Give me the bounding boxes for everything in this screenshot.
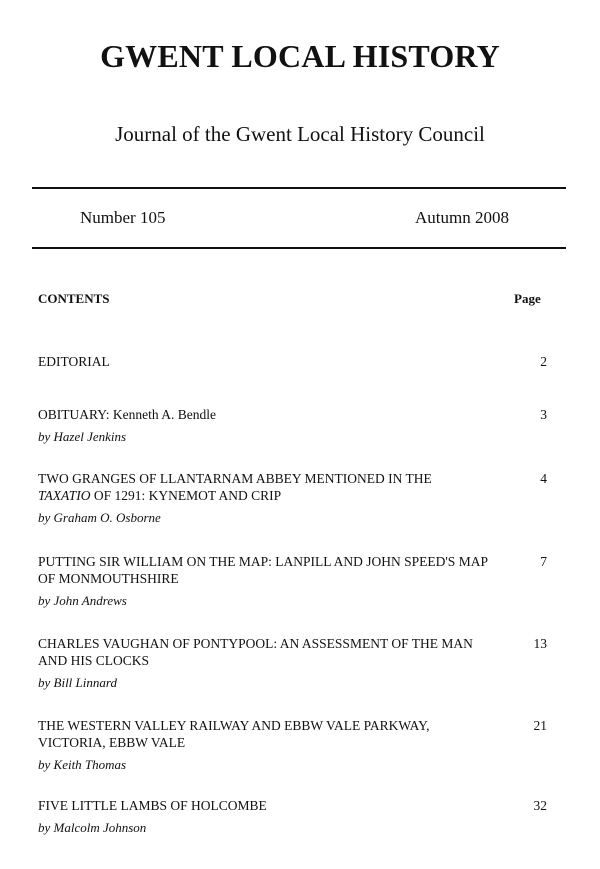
- entry-page-number: 2: [540, 354, 547, 369]
- entry-title-line2: OF 1291: KYNEMOT AND CRIP: [90, 488, 282, 503]
- journal-subtitle: Journal of the Gwent Local History Council: [115, 122, 485, 146]
- issue-number: Number 105: [80, 208, 166, 227]
- journal-title: GWENT LOCAL HISTORY: [100, 38, 500, 74]
- entry-title: CHARLES VAUGHAN OF PONTYPOOL: AN ASSESSMENT OF THE MAN AND HIS CLOCKS: [38, 636, 473, 668]
- entry-author: by Keith Thomas: [38, 757, 127, 772]
- contents-entry-five-little-lambs: [38, 797, 550, 836]
- entry-title: PUTTING SIR WILLIAM ON THE MAP: LANPILL AND JOHN SPEED'S MAP OF MONMOUTHSHIRE: [38, 554, 488, 586]
- entry-author: by John Andrews: [38, 593, 127, 608]
- bottom-rule: [32, 247, 566, 249]
- contents-entry-western-valley-railway: [38, 717, 550, 773]
- entry-title: OBITUARY: Kenneth A. Bendle: [38, 407, 216, 422]
- entry-title-line1: TWO GRANGES OF LLANTARNAM ABBEY MENTIONED IN THE: [38, 471, 432, 486]
- entry-page-number: 21: [533, 718, 547, 733]
- entry-page-number: 4: [540, 471, 547, 486]
- contents-entry-charles-vaughan: [38, 635, 550, 691]
- page-column-heading: Page: [514, 291, 541, 306]
- entry-author: by Hazel Jenkins: [38, 429, 127, 444]
- entry-page-number: 32: [533, 798, 547, 813]
- entry-page-number: 3: [540, 407, 547, 422]
- entry-title: FIVE LITTLE LAMBS OF HOLCOMBE: [38, 798, 267, 813]
- contents-heading: CONTENTS: [38, 291, 110, 306]
- issue-season: Autumn 2008: [415, 208, 509, 227]
- contents-entry-sir-william: [38, 553, 550, 609]
- entry-author: by Bill Linnard: [38, 675, 117, 690]
- entry-author: by Graham O. Osborne: [38, 510, 161, 525]
- contents-entry-obituary: [38, 406, 550, 445]
- entry-page-number: 13: [533, 636, 547, 651]
- top-rule: [32, 187, 566, 189]
- entry-title: EDITORIAL: [38, 354, 110, 369]
- contents-entry-editorial: [38, 353, 550, 370]
- entry-title: THE WESTERN VALLEY RAILWAY AND EBBW VALE PARKWAY, VICTORIA, EBBW VALE: [38, 718, 430, 750]
- entry-title-italic-word: TAXATIO: [38, 488, 91, 503]
- entry-page-number: 7: [540, 554, 547, 569]
- contents-entry-two-granges: [38, 470, 550, 526]
- entry-author: by Malcolm Johnson: [38, 820, 147, 835]
- entry-title: [38, 470, 498, 504]
